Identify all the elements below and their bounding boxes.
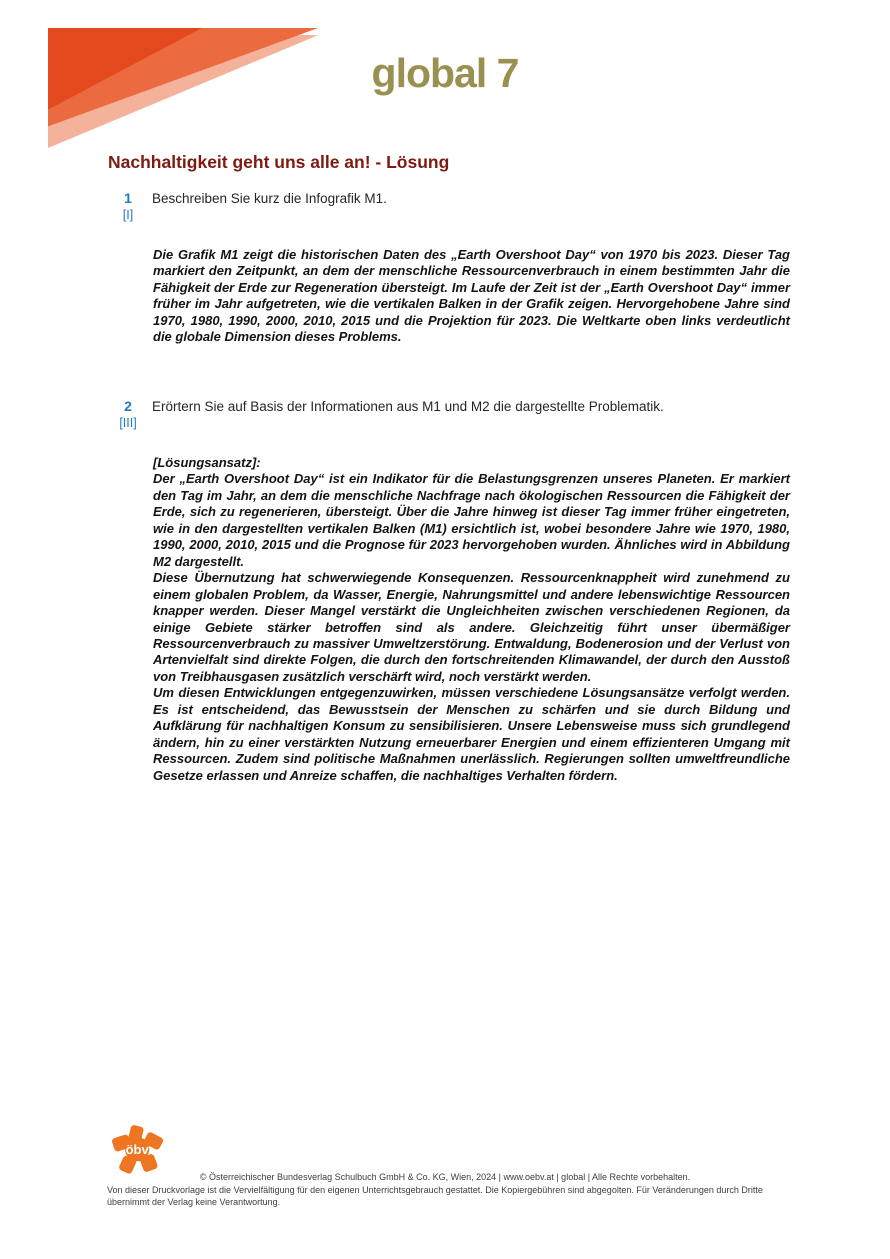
task1-answer-paragraph: Die Grafik M1 zeigt die historischen Daten des „Earth Overshoot Day“ von 1970 bis 2023. Dieser Tag markiert den Zeitpunkt, an dem der menschliche Ressourcenverbrauch in einem bestimmten Jahr die Fähigkeit der Erde zur Regeneration übersteigt. Im Laufe der Zeit ist der „Earth Overshoot Day“ immer früher im Jahr aufgetreten, wie die vertikalen Balken in der Grafik zeigen. Hervorgehobene Jahre sind 1970, 1980, 1990, 2000, 2010, 2015 und die Projektion für 2023. Die Weltkarte oben links verdeutlicht die globale Dimension dieses Problems. bbox=[153, 247, 790, 345]
task2-answer-paragraph: Um diesen Entwicklungen entgegenzuwirken, müssen verschiedene Lösungsansätze verfolgt werden. Es ist entscheidend, das Bewusstsein der Menschen zu schärfen und sie durch Bildung und Aufklärung für nachhaltigen Konsum zu sensibilisieren. Unsere Lebensweise muss sich grundlegend ändern, hin zu einer verstärkten Nutzung erneuerbarer Energien und einem effizienteren Umgang mit Ressourcen. Zudem sind politische Maßnahmen unerlässlich. Regierungen sollten umweltfreundliche Gesetze erlassen und Anreize schaffen, die nachhaltiges Verhalten fördern. bbox=[153, 685, 790, 783]
footer-usage-notice: Von dieser Druckvorlage ist die Vervielfältigung für den eigenen Unterrichtsgebrauch gestattet. Die Kopiergebühren sind abgegolten. Für Veränderungen durch Dritte übernimmt der Verlag keine Verantwortung. bbox=[107, 1185, 763, 1207]
page-title: Nachhaltigkeit geht uns alle an! - Lösung bbox=[108, 152, 450, 172]
series-title: global 7 bbox=[371, 50, 519, 96]
task2-prompt: Erörtern Sie auf Basis der Informationen aus M1 und M2 die dargestellte Problematik. bbox=[152, 399, 664, 414]
oebv-logo-text: öbv bbox=[125, 1141, 149, 1157]
task1-number-column bbox=[106, 190, 150, 224]
task2-answer-paragraph: Diese Übernutzung hat schwerwiegende Konsequenzen. Ressourcenknappheit wird zunehmend zu einem globalen Problem, da Wasser, Energie, Nahrungsmittel und andere lebenswichtige Ressourcen knapper werden. Dieser Mangel verstärkt die Ungleichheiten zwischen verschiedenen Regionen, da einige Gebiete stärker betroffen sind als andere. Gleichzeitig führt unser übermäßiger Ressourcenverbrauch zu massiver Umweltzerstörung. Entwaldung, Bodenerosion und der Verlust von Artenvielfalt sind direkte Folgen, die durch den fortschreitenden Klimawandel, der durch den Ausstoß von Treibhausgasen zusätzlich verschärft wird, noch verstärkt werden. bbox=[153, 570, 790, 684]
task2-answer bbox=[153, 455, 790, 784]
task1-requirement-level: [I] bbox=[122, 208, 134, 222]
task1-answer bbox=[153, 247, 790, 346]
task2-number-column bbox=[106, 398, 150, 432]
task2-answer-label: [Lösungsansatz]: bbox=[153, 455, 261, 470]
task2-answer-paragraph: Der „Earth Overshoot Day“ ist ein Indikator für die Belastungsgrenzen unseres Planeten. Er markiert den Tag im Jahr, an dem die menschliche Nachfrage nach ökologischen Ressourcen die Fähigkeit der Erde, sich zu regenerieren, übersteigt. Über die Jahre hinweg ist dieser Tag immer früher eingetreten, wie in den dargestellten vertikalen Balken (M1) ersichtlich ist, wobei besondere Jahre wie 1970, 1980, 1990, 2000, 2010, 2015 und die Prognose für 2023 hervorgehoben wurden. Ähnliches wird in Abbildung M2 dargestellt. bbox=[153, 471, 790, 569]
task1-number: 1 bbox=[124, 190, 132, 206]
task2-number: 2 bbox=[124, 398, 132, 414]
oebv-logo-icon bbox=[110, 1124, 166, 1176]
footer-copyright: © Österreichischer Bundesverlag Schulbuch GmbH & Co. KG, Wien, 2024 | www.oebv.at | global | Alle Rechte vorbehalten. bbox=[199, 1172, 691, 1182]
task1-prompt: Beschreiben Sie kurz die Infografik M1. bbox=[152, 191, 387, 206]
task2-requirement-level: [III] bbox=[119, 416, 137, 430]
